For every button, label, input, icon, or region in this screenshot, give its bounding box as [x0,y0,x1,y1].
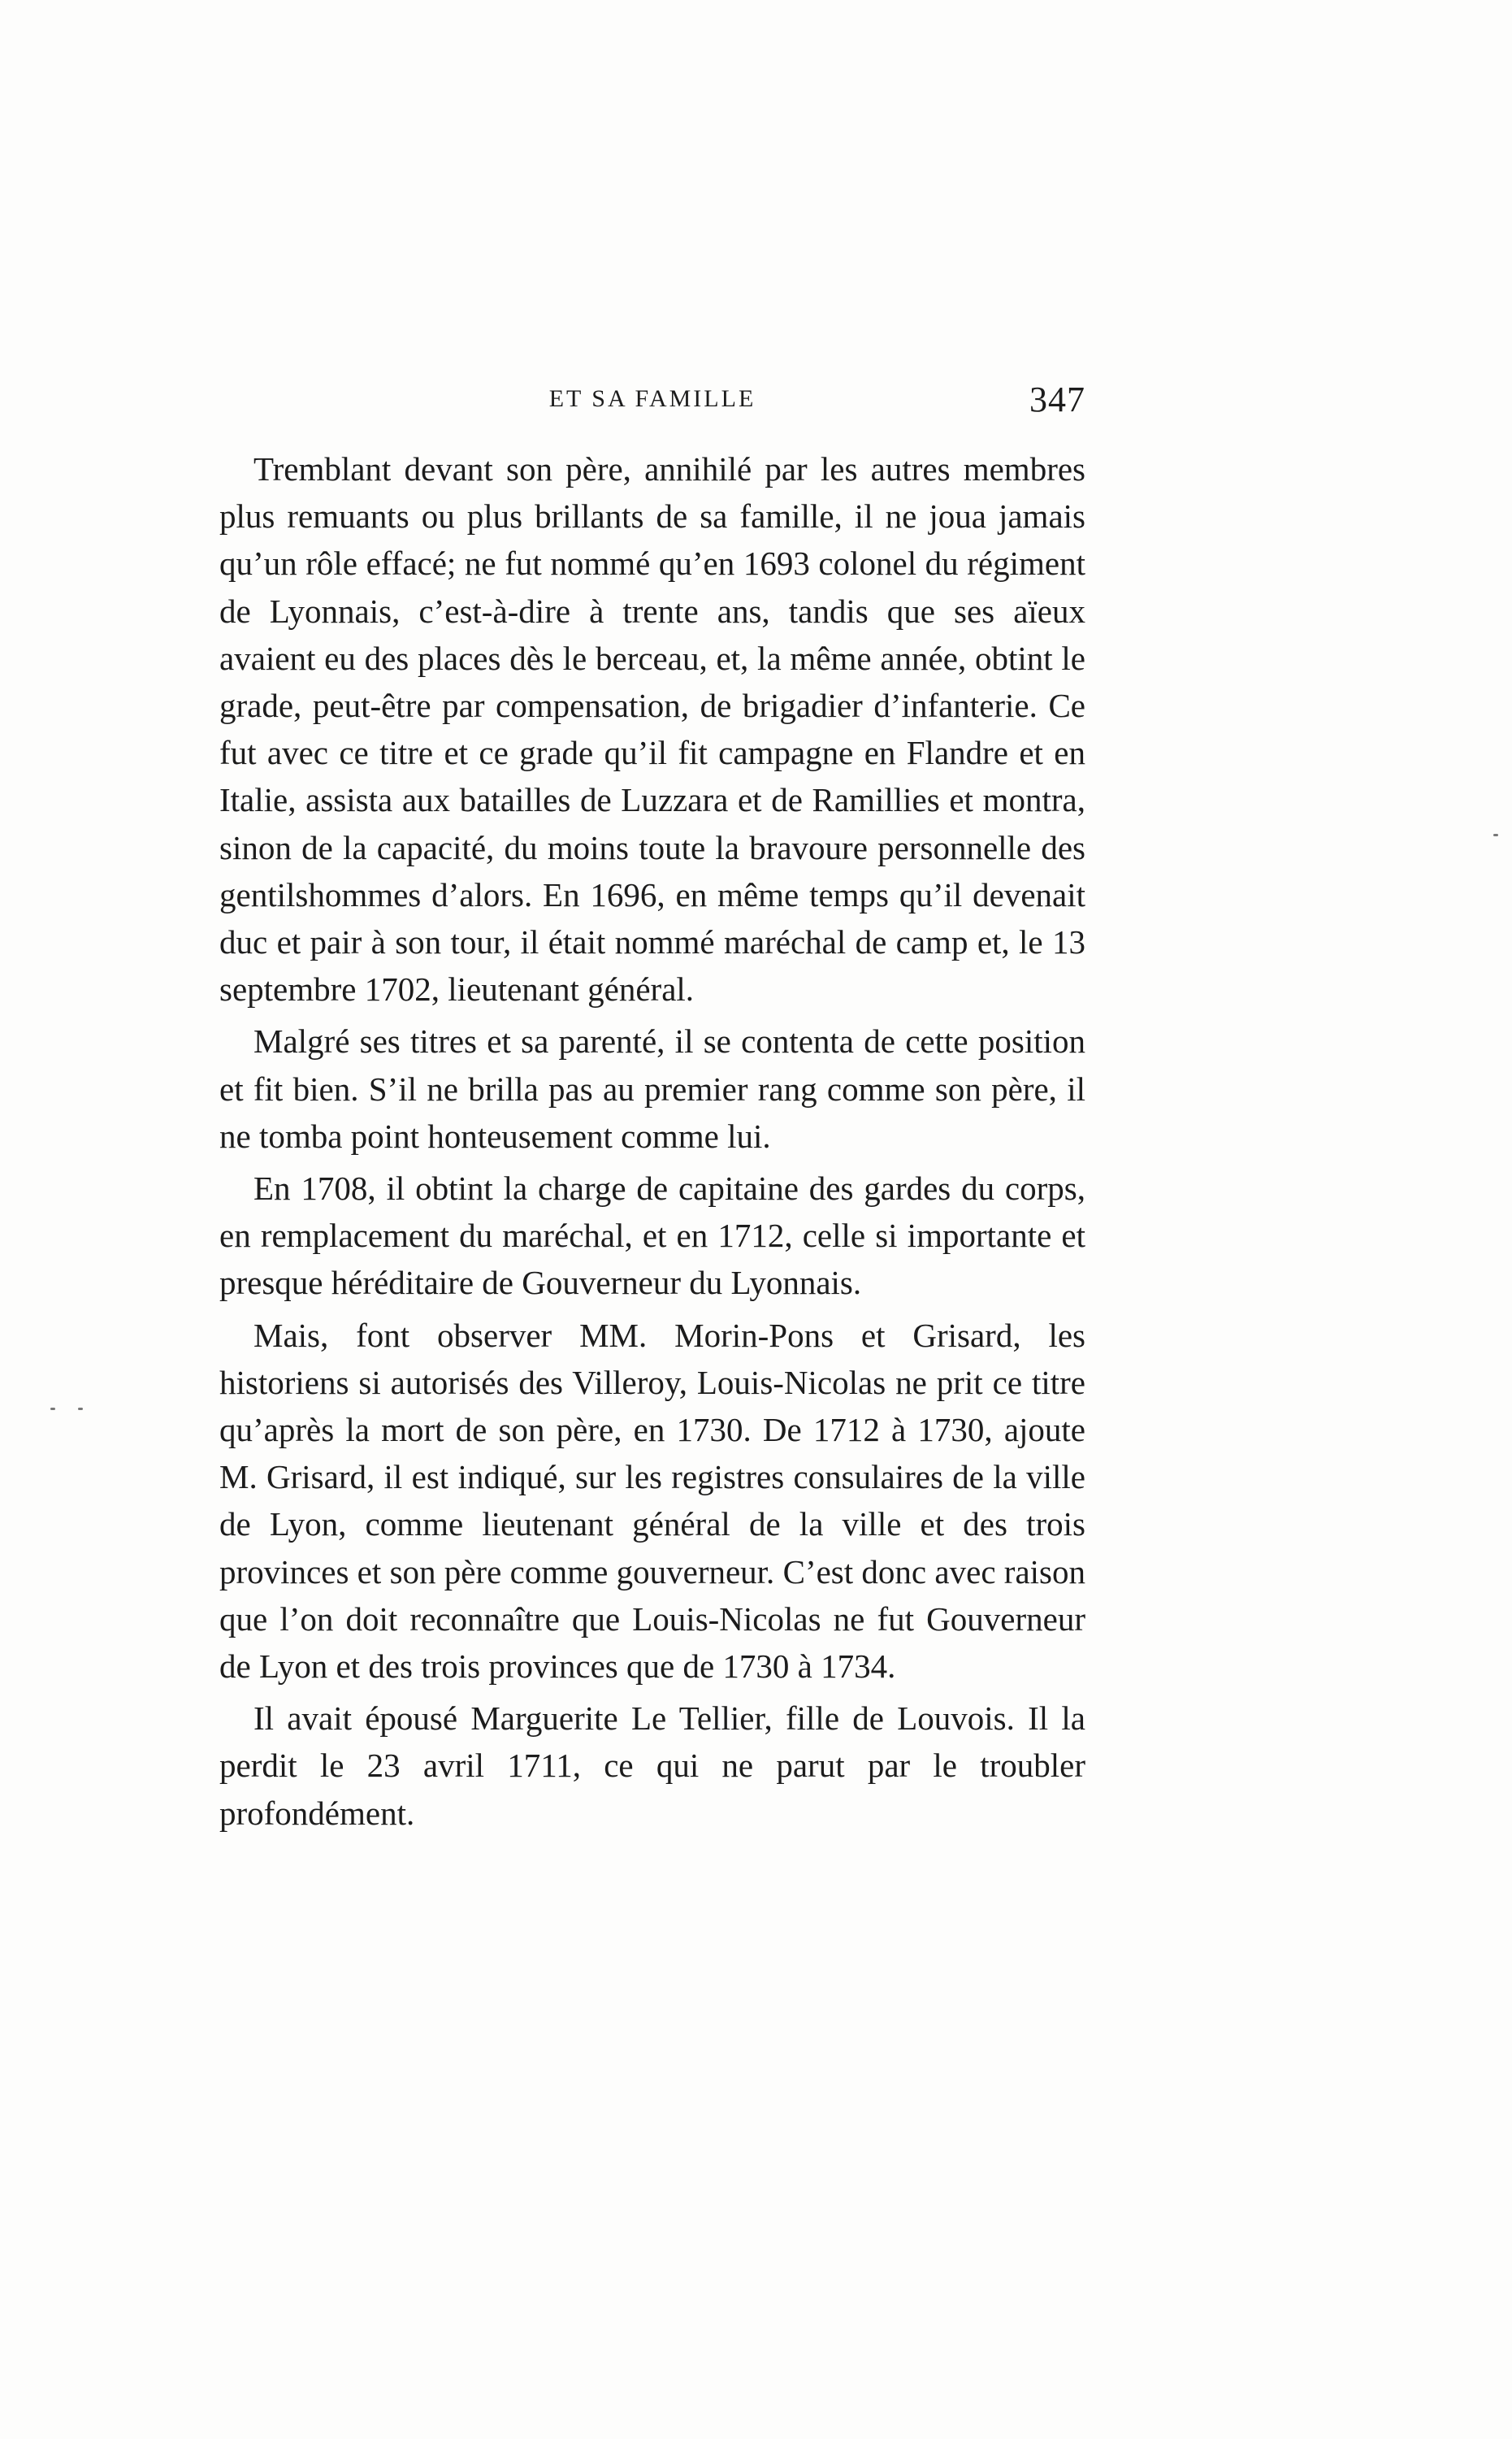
paragraph: En 1708, il obtint la charge de capitaine des gardes du corps, en remplacement du maréchal, et en 1712, celle si importante et presque héréditaire de Gouverneur du Lyonnais. [219,1170,1085,1302]
body-text [219,445,1085,1842]
running-title: ET SA FAMILLE [548,385,756,412]
paragraph: Il avait épousé Marguerite Le Tellier, fille de Louvois. Il la perdit le 23 avril 1711, ce qui ne parut par le troubler profondément. [219,1699,1085,1832]
page-number: 347 [1029,380,1085,419]
scan-speck [50,1408,55,1410]
paragraph: Tremblant devant son père, annihilé par les autres membres plus remuants ou plus brillants de sa famille, il ne joua jamais qu’un rôle effacé; ne fut nommé qu’en 1693 colonel du régiment de Lyonnais, c’est-à-dire à trente ans, tandis que ses aïeux avaient eu des places dès le berceau, et, la même année, obtint le grade, peut-être par compensation, de brigadier d’infanterie. Ce fut avec ce titre et ce grade qu’il fit campagne en Flandre et en Italie, assista aux batailles de Luzzara et de Ramillies et montra, sinon de la capacité, du moins toute la bravoure personnelle des gentilshommes d’alors. En 1696, en même temps qu’il devenait duc et pair à son tour, il était nommé maréchal de camp et, le 13 septembre 1702, lieutenant général. [219,450,1085,1009]
running-head [219,379,1085,427]
scan-speck [78,1408,83,1410]
scan-speck [1493,834,1498,836]
paragraph: Malgré ses titres et sa parenté, il se contenta de cette position et fit bien. S’il ne brilla pas au premier rang comme son père, il ne tomba point honteusement comme lui. [219,1022,1085,1155]
paragraph: Mais, font observer MM. Morin-Pons et Grisard, les historiens si autorisés des Villeroy, Louis-Nicolas ne prit ce titre qu’après la mort de son père, en 1730. De 1712 à 1730, ajoute M. Grisard, il est indiqué, sur les registres consulaires de la ville de Lyon, comme lieutenant général de la ville et des trois provinces et son père comme gouverneur. C’est donc avec raison que l’on doit reconnaître que Louis-Nicolas ne fut Gouverneur de Lyon et des trois provinces que de 1730 à 1734. [219,1316,1085,1686]
